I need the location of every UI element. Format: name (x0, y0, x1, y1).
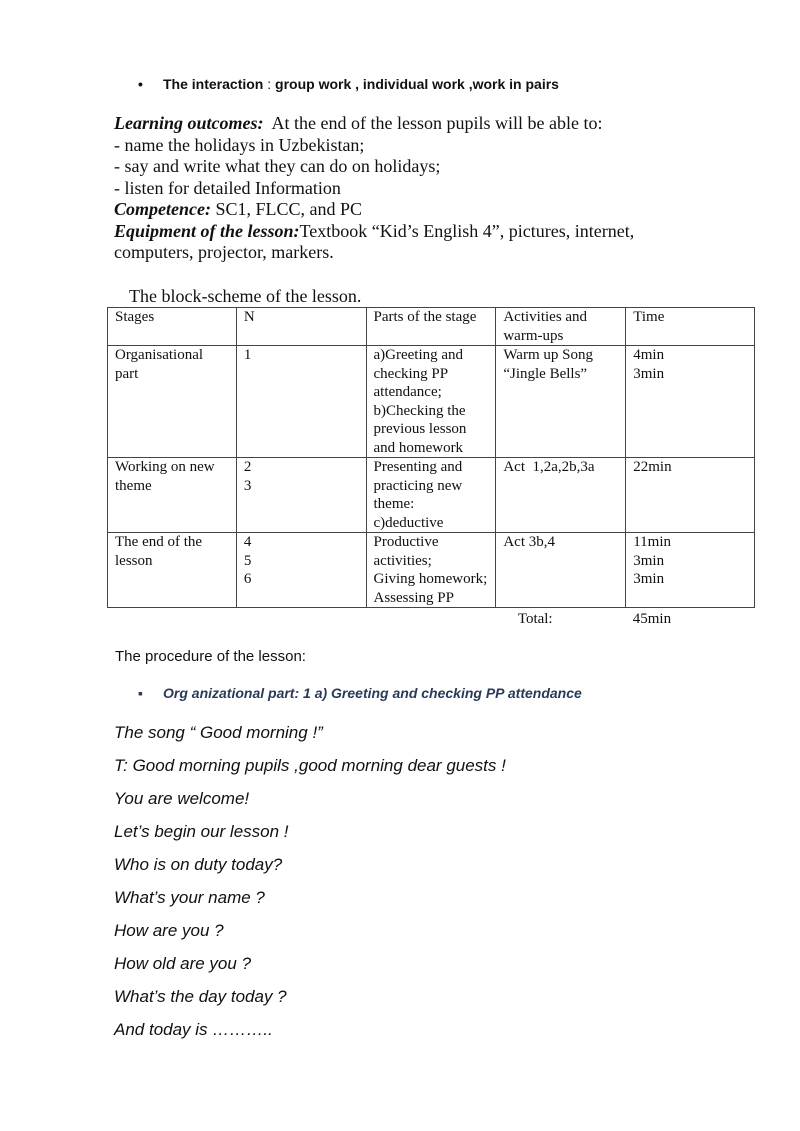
cell-line: Warm up Song (503, 347, 593, 363)
cell-line: 3min (633, 552, 665, 569)
dialog-line: How old are you ? (114, 954, 252, 973)
equipment-label: Equipment of the lesson: (114, 220, 300, 241)
outcomes-intro: At the end of the lesson pupils will be able to: (271, 113, 603, 133)
bullet-icon: • (138, 76, 143, 92)
dialog-block (114, 722, 506, 1052)
number-cell (236, 533, 366, 608)
competence-value: SC1, FLCC, and PC (210, 199, 363, 219)
interaction-value: group work , individual work ,work in pairs (275, 76, 559, 92)
cell-line: c)deductive (373, 514, 444, 531)
cell-line: 3 (243, 477, 252, 494)
header-cell: Parts of the stage (366, 308, 496, 346)
table-header-row (108, 308, 755, 346)
header-cell: N (236, 308, 366, 346)
dialog-line: Let’s begin our lesson ! (114, 822, 289, 841)
dialog-line: What’s the day today ? (114, 987, 287, 1006)
cell-line: 5 (243, 552, 252, 569)
interaction-label: The interaction (163, 76, 264, 92)
cell-line: 4min (633, 347, 665, 363)
cell-line: 11min (633, 534, 672, 550)
outcome-item: - say and write what they can do on holidays; (114, 156, 441, 176)
equipment-value: Textbook “Kid’s English 4”, pictures, internet, computers, projector, markers. (114, 220, 635, 262)
total-value: 45min (632, 611, 672, 627)
total-row (108, 608, 755, 629)
cell-line: Presenting and practicing new theme: (373, 459, 463, 512)
outcomes-intro-line (114, 113, 714, 135)
table-row (108, 533, 755, 608)
header-cell: Stages (108, 308, 237, 346)
table-row (108, 346, 755, 458)
stage-cell: The end of the lesson (108, 533, 237, 608)
learning-outcomes-block (114, 113, 714, 264)
dialog-line: The song “ Good morning !” (114, 723, 323, 742)
dialog-line: And today is ……….. (114, 1020, 273, 1039)
outcome-item: - listen for detailed Information (114, 177, 341, 198)
square-bullet-icon: ▪ (138, 685, 143, 701)
cell-line: Giving homework; (373, 571, 488, 587)
activities-cell (496, 458, 626, 533)
time-cell (626, 346, 755, 458)
cell-line: 6 (243, 571, 252, 587)
stage-cell: Working on new theme (108, 458, 237, 533)
cell-line: b)Checking the previous lesson and homework (373, 402, 467, 456)
competence-line (114, 199, 714, 221)
time-cell (626, 533, 755, 608)
parts-cell (366, 346, 496, 458)
procedure-title: The procedure of the lesson: (115, 648, 306, 665)
activities-cell (496, 533, 626, 608)
cell-line: Productive activities; (373, 534, 439, 569)
outcomes-heading: Learning outcomes: (114, 113, 264, 133)
activities-cell (496, 346, 626, 458)
dialog-line: Who is on duty today? (114, 855, 283, 874)
interaction-colon: : (263, 76, 276, 92)
cell-line: “Jingle Bells” (503, 365, 588, 382)
number-cell (236, 458, 366, 533)
block-scheme-title: The block-scheme of the lesson. (129, 286, 362, 306)
stage-cell: Organisational part (108, 346, 237, 458)
cell-line: 1 (243, 347, 252, 363)
competence-label: Competence: (114, 199, 211, 219)
cell-line: Act 3b,4 (503, 534, 555, 550)
cell-line: Assessing PP (373, 589, 454, 606)
cell-line: 3min (633, 571, 665, 587)
total-label: Total: (517, 611, 553, 627)
dialog-line: How are you ? (114, 921, 224, 940)
cell-line: 3min (633, 365, 665, 382)
org-part-text: Org anizational part: 1 a) Greeting and checking PP attendance (163, 685, 582, 701)
time-cell (626, 458, 755, 533)
table-row (108, 458, 755, 533)
header-cell: Time (626, 308, 755, 346)
outcome-item: - name the holidays in Uzbekistan; (114, 134, 365, 155)
parts-cell (366, 458, 496, 533)
parts-cell (366, 533, 496, 608)
equipment-line (114, 221, 714, 264)
dialog-line: You are welcome! (114, 789, 250, 808)
cell-line: Act 1,2a,2b,3a (503, 459, 595, 475)
cell-line: 2 (243, 459, 252, 475)
cell-line: 4 (243, 534, 252, 550)
interaction-text (163, 76, 559, 92)
cell-line: 22min (633, 459, 672, 475)
number-cell (236, 346, 366, 458)
dialog-line: What’s your name ? (114, 888, 265, 907)
block-scheme-table (107, 307, 755, 629)
header-cell: Activities and warm-ups (496, 308, 626, 346)
dialog-line: T: Good morning pupils ,good morning dear guests ! (114, 756, 506, 775)
cell-line: a)Greeting and checking PP attendance; (373, 347, 464, 400)
